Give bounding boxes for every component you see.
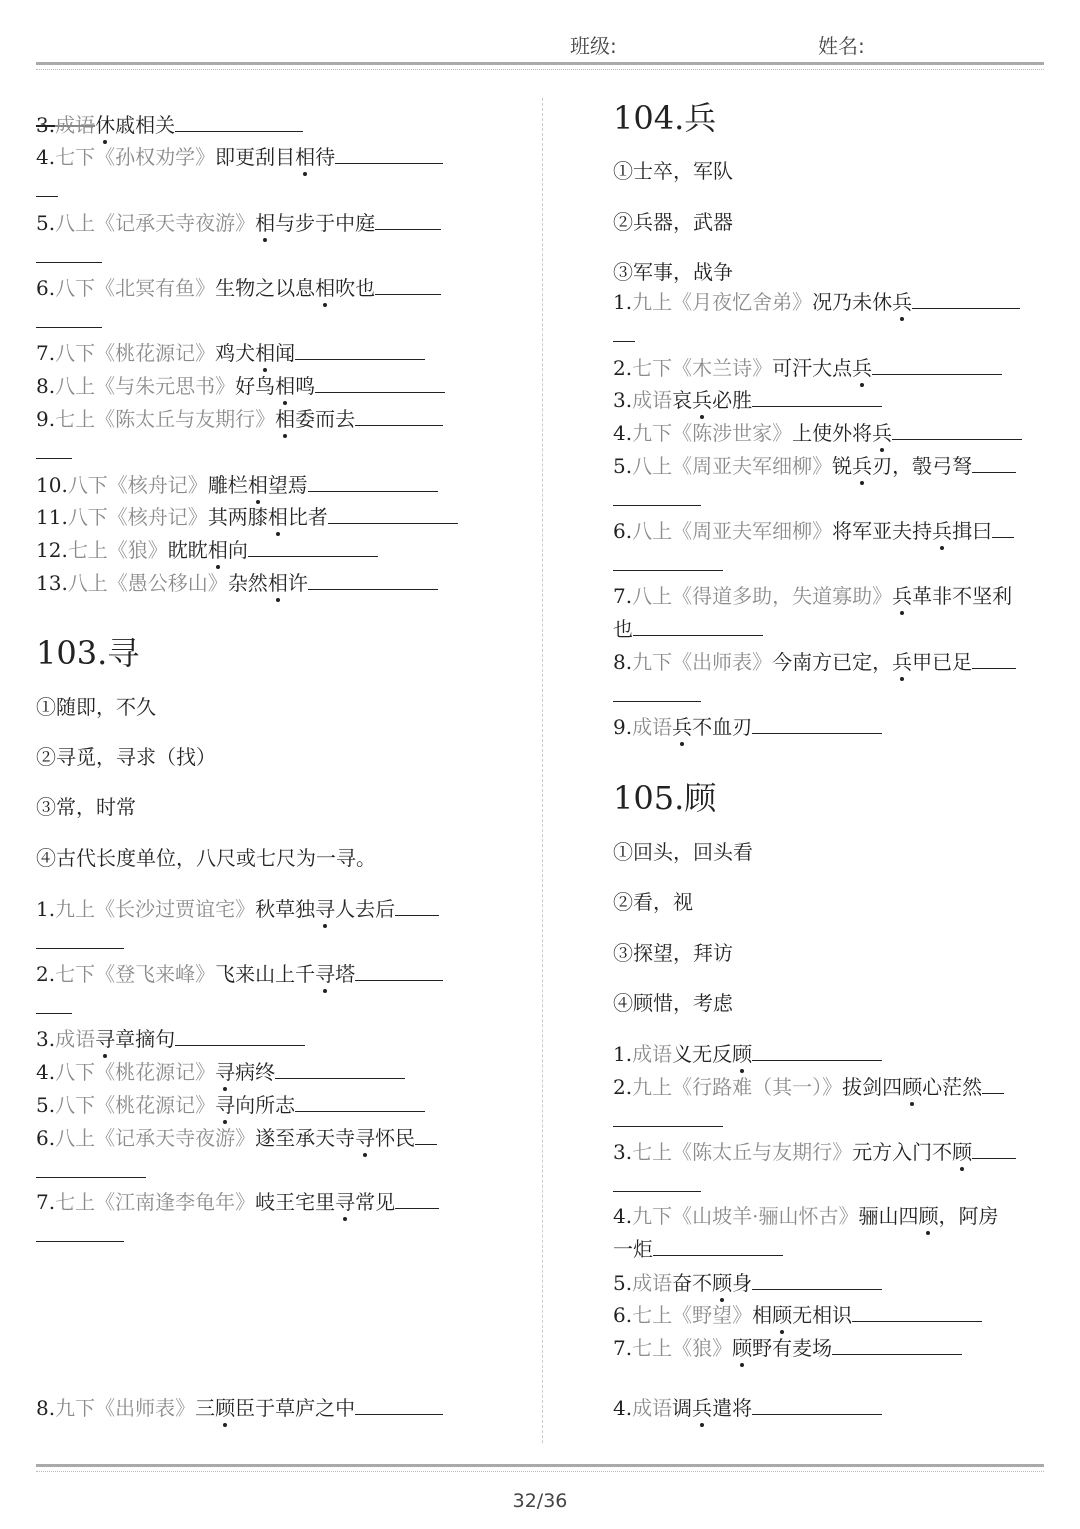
item-text-post: 比者	[287, 505, 328, 529]
answer-blank[interactable]	[355, 405, 443, 426]
item-source: 七上《狼》	[67, 538, 168, 562]
section-heading: 105.顾	[613, 779, 717, 817]
item-source: 成语	[55, 113, 96, 137]
item-target-char: 寻	[335, 1190, 356, 1214]
item-target-char: 顾	[952, 1140, 973, 1164]
answer-blank[interactable]	[36, 195, 58, 197]
item-text-post: 吹也	[335, 276, 376, 300]
exercise-item	[613, 1334, 962, 1361]
item-target-char: 相	[275, 407, 296, 431]
item-text-continued: 也	[613, 617, 633, 641]
item-number: 7.	[613, 584, 633, 608]
item-target-char: 寻	[215, 1060, 236, 1084]
exercise-item	[613, 452, 1016, 479]
item-text-post: 章摘句	[115, 1027, 176, 1051]
answer-blank[interactable]	[613, 1125, 723, 1127]
item-number: 2.	[613, 1075, 633, 1099]
item-target-char: 相	[315, 276, 336, 300]
answer-blank[interactable]	[972, 452, 1016, 473]
item-number: 8.	[36, 374, 56, 398]
item-target-char: 兵	[672, 715, 693, 739]
item-source: 八上《周亚夫军细柳》	[632, 519, 833, 543]
item-text-pre: 眈眈	[167, 538, 208, 562]
answer-blank[interactable]	[613, 504, 701, 506]
definition: ③军事，战争	[613, 260, 733, 284]
item-text-pre: 遂至承天寺	[255, 1126, 356, 1150]
item-target-char: 寻	[315, 897, 336, 921]
item-text-pre: 将军亚夫持	[832, 519, 933, 543]
item-text-post: 革非不坚利	[912, 584, 1013, 608]
item-text-post: 鸣	[295, 374, 316, 398]
item-number: 2.	[36, 962, 56, 986]
item-number: 11.	[36, 505, 68, 529]
item-text-pre: 骊山四	[858, 1204, 919, 1228]
item-source: 九上《月夜忆舍弟》	[632, 290, 813, 314]
definition: ②寻觅，寻求（找）	[36, 745, 216, 769]
item-text-pre: 好鸟	[235, 374, 276, 398]
item-text-pre: 哀	[672, 388, 693, 412]
exercise-item	[613, 1073, 1004, 1100]
item-source: 成语	[632, 1042, 673, 1066]
item-source: 九下《陈涉世家》	[632, 421, 793, 445]
item-source: 七下《登飞来峰》	[55, 962, 216, 986]
answer-blank[interactable]	[36, 326, 102, 328]
answer-blank[interactable]	[892, 419, 1022, 440]
item-number: 13.	[36, 571, 68, 595]
item-text-pre: 杂然	[227, 571, 268, 595]
answer-blank[interactable]	[248, 536, 378, 557]
answer-blank[interactable]	[633, 615, 763, 636]
item-source: 九下《出师表》	[632, 650, 773, 674]
item-target-char: 相	[247, 473, 268, 497]
answer-blank[interactable]	[613, 569, 723, 571]
item-source: 成语	[632, 1271, 673, 1295]
item-text-pre: 岐王宅里	[255, 1190, 336, 1214]
exercise-item	[613, 1138, 1016, 1165]
answer-blank[interactable]	[613, 340, 635, 342]
item-target-char: 相	[275, 374, 296, 398]
item-text-post: 望焉	[267, 473, 308, 497]
class-label: 班级:	[570, 34, 617, 58]
item-number: 5.	[613, 1271, 633, 1295]
answer-blank[interactable]	[992, 517, 1014, 538]
answer-blank[interactable]	[982, 1073, 1004, 1094]
item-text-post: 野有麦场	[752, 1336, 833, 1360]
item-source: 七上《狼》	[632, 1336, 733, 1360]
item-text-post: 待	[315, 145, 336, 169]
answer-blank[interactable]	[295, 1091, 425, 1112]
answer-blank[interactable]	[308, 569, 438, 590]
item-source: 八上《愚公移山》	[67, 571, 228, 595]
item-text-pre: 上使外将	[792, 421, 873, 445]
item-text-post: 戚相关	[115, 113, 176, 137]
answer-blank[interactable]	[335, 143, 443, 164]
item-number: 8.	[36, 1396, 56, 1420]
exercise-item	[613, 1301, 982, 1328]
definition: ④顾惜，考虑	[613, 991, 733, 1015]
item-number: 3.	[613, 388, 633, 412]
item-number: 6.	[613, 519, 633, 543]
exercise-item-continued	[613, 615, 763, 642]
item-target-char: 相	[255, 341, 276, 365]
exercise-item	[613, 386, 882, 413]
exercise-item	[36, 405, 443, 432]
exercise-item	[36, 339, 425, 366]
answer-blank[interactable]	[375, 274, 441, 295]
item-text-pre: 元方入门不	[852, 1140, 953, 1164]
exercise-item	[613, 1394, 882, 1421]
item-text-continued: 一炬	[613, 1237, 653, 1261]
item-text-pre: 生物之以息	[215, 276, 316, 300]
item-source: 七上《陈太丘与友期行》	[55, 407, 276, 431]
item-text-post: 与步于中庭	[275, 211, 376, 235]
item-number: 3.	[36, 1027, 56, 1051]
item-number: 5.	[36, 211, 56, 235]
column-divider	[542, 98, 543, 1443]
item-target-char: 相	[267, 571, 288, 595]
item-target-char: 顾	[918, 1204, 939, 1228]
definition: ④古代长度单位，八尺或七尺为一寻。	[36, 846, 376, 870]
definition: ③探望，拜访	[613, 941, 733, 965]
item-text-post: 臣于草庐之中	[235, 1396, 356, 1420]
exercise-item	[36, 503, 458, 530]
answer-blank[interactable]	[872, 354, 1002, 375]
item-target-char: 兵	[892, 290, 913, 314]
answer-blank[interactable]	[972, 1138, 1016, 1159]
item-text-pre: 今南方已定，	[772, 650, 893, 674]
item-source: 八下《北冥有鱼》	[55, 276, 216, 300]
item-number: 9.	[613, 715, 633, 739]
item-target-char: 兵	[872, 421, 893, 445]
exercise-item	[613, 713, 882, 740]
item-text-post: 遣将	[712, 1396, 753, 1420]
item-number: 5.	[613, 454, 633, 478]
item-source: 成语	[55, 1027, 96, 1051]
exercise-item	[36, 471, 438, 498]
item-target-char: 寻	[315, 962, 336, 986]
item-target-char: 寻	[355, 1126, 376, 1150]
item-text-pre: 即更刮目	[215, 145, 296, 169]
item-number: 4.	[36, 145, 56, 169]
item-target-char: 相	[267, 505, 288, 529]
item-number: 4.	[613, 1204, 633, 1228]
item-source: 八上《周亚夫军细柳》	[632, 454, 833, 478]
definition: ①随即，不久	[36, 695, 156, 719]
answer-blank[interactable]	[36, 261, 102, 263]
item-source: 九上《长沙过贾谊宅》	[55, 897, 256, 921]
item-number: 12.	[36, 538, 68, 562]
item-text-post: 刃，彀弓弩	[872, 454, 973, 478]
exercise-item	[36, 1025, 305, 1052]
footer-rule	[36, 1464, 1044, 1472]
item-number: 7.	[36, 341, 56, 365]
item-target-char: 相	[255, 211, 276, 235]
definition: ③常，时常	[36, 795, 136, 819]
item-target-char: 休	[95, 113, 116, 137]
answer-blank[interactable]	[275, 1058, 405, 1079]
item-text-post: 病终	[235, 1060, 276, 1084]
answer-blank[interactable]	[36, 947, 124, 949]
exercise-item	[613, 1040, 882, 1067]
answer-blank[interactable]	[315, 372, 445, 393]
item-text-post: 揖曰	[952, 519, 993, 543]
exercise-item	[36, 143, 443, 170]
definition: ①回头，回头看	[613, 840, 753, 864]
exercise-item	[36, 111, 303, 138]
answer-blank[interactable]	[752, 1394, 882, 1415]
answer-blank[interactable]	[415, 1124, 437, 1145]
answer-blank[interactable]	[852, 1301, 982, 1322]
item-source: 八下《桃花源记》	[55, 1093, 216, 1117]
item-target-char: 兵	[852, 356, 873, 380]
item-source: 七下《孙权劝学》	[55, 145, 216, 169]
item-target-char: 寻	[95, 1027, 116, 1051]
exercise-item	[36, 960, 443, 987]
answer-blank[interactable]	[175, 111, 303, 132]
item-text-pre: 飞来山上千	[215, 962, 316, 986]
item-number: 1.	[613, 1042, 633, 1066]
exercise-item	[36, 209, 441, 236]
exercise-item	[613, 517, 1014, 544]
item-text-pre: 秋草独	[255, 897, 316, 921]
definition: ②看，视	[613, 890, 693, 914]
item-text-post: 甲已足	[912, 650, 973, 674]
item-source: 九下《山坡羊·骊山怀古》	[632, 1204, 859, 1228]
answer-blank[interactable]	[295, 339, 425, 360]
item-text-post: 闻	[275, 341, 296, 365]
exercise-item	[36, 1091, 425, 1118]
page-number: 32/36	[512, 1490, 568, 1512]
answer-blank[interactable]	[36, 1240, 124, 1242]
item-text-pre: 奋不	[672, 1271, 713, 1295]
answer-blank[interactable]	[355, 960, 443, 981]
item-source: 八下《桃花源记》	[55, 341, 216, 365]
item-number: 6.	[613, 1303, 633, 1327]
item-text-post: 身	[732, 1271, 753, 1295]
item-source: 成语	[632, 388, 673, 412]
item-text-post: 必胜	[712, 388, 753, 412]
item-source: 成语	[632, 715, 673, 739]
answer-blank[interactable]	[613, 700, 701, 702]
answer-blank[interactable]	[912, 288, 1020, 309]
item-text-pre: 拔剑四	[842, 1075, 903, 1099]
exercise-item	[36, 274, 441, 301]
answer-blank[interactable]	[375, 209, 441, 230]
exercise-item	[613, 419, 1022, 446]
item-source: 七上《江南逢李龟年》	[55, 1190, 256, 1214]
exercise-item	[613, 1203, 998, 1229]
answer-blank[interactable]	[752, 386, 882, 407]
item-text-pre: 三	[195, 1396, 216, 1420]
item-number: 1.	[613, 290, 633, 314]
item-number: 8.	[613, 650, 633, 674]
answer-blank[interactable]	[175, 1025, 305, 1046]
item-number: 5.	[36, 1093, 56, 1117]
item-target-char: 顾	[215, 1396, 236, 1420]
item-target-char: 顾	[712, 1271, 733, 1295]
exercise-item	[36, 536, 378, 563]
item-target-char: 寻	[215, 1093, 236, 1117]
answer-blank[interactable]	[653, 1235, 783, 1256]
item-target-char: 兵	[692, 388, 713, 412]
item-text-post: 塔	[335, 962, 356, 986]
answer-blank[interactable]	[36, 457, 72, 459]
item-number: 7.	[613, 1336, 633, 1360]
item-target-char: 顾	[732, 1042, 753, 1066]
item-source: 八下《桃花源记》	[55, 1060, 216, 1084]
exercise-item	[36, 1188, 439, 1215]
item-number: 4.	[613, 1396, 633, 1420]
item-target-char: 相	[207, 538, 228, 562]
item-source: 八上《得道多助，失道寡助》	[632, 584, 893, 608]
header-rule	[36, 62, 1044, 70]
item-target-char: 兵	[932, 519, 953, 543]
item-text-pre: 义无反	[672, 1042, 733, 1066]
item-text-post: 怀民	[375, 1126, 416, 1150]
item-number: 7.	[36, 1190, 56, 1214]
exercise-item	[613, 354, 1002, 381]
answer-blank[interactable]	[752, 1269, 882, 1290]
answer-blank[interactable]	[972, 648, 1016, 669]
item-number: 6.	[36, 276, 56, 300]
answer-blank[interactable]	[752, 713, 882, 734]
answer-blank[interactable]	[613, 1190, 701, 1192]
item-target-char: 顾	[732, 1336, 753, 1360]
item-source: 八上《与朱元思书》	[55, 374, 236, 398]
exercise-item	[36, 569, 438, 596]
item-target-char: 顾	[902, 1075, 923, 1099]
answer-blank[interactable]	[832, 1334, 962, 1355]
answer-blank[interactable]	[36, 1012, 72, 1014]
item-number: 6.	[36, 1126, 56, 1150]
answer-blank[interactable]	[752, 1040, 882, 1061]
item-target-char: 兵	[692, 1396, 713, 1420]
definition: ②兵器，武器	[613, 210, 733, 234]
item-text-post: 人去后	[335, 897, 396, 921]
definition: ①士卒，军队	[613, 159, 733, 183]
item-number: 10.	[36, 473, 68, 497]
item-text-post: 心茫然	[922, 1075, 983, 1099]
item-source: 八上《记承天寺夜游》	[55, 1126, 256, 1150]
item-text-post: 向所志	[235, 1093, 296, 1117]
item-text-post: 委而去	[295, 407, 356, 431]
exercise-item	[613, 1269, 882, 1296]
exercise-item	[613, 288, 1020, 315]
exercise-item	[36, 1394, 443, 1421]
item-source: 九上《行路难（其一）》	[632, 1075, 843, 1099]
item-text-post: 常见	[355, 1190, 396, 1214]
item-text-pre: 可汗大点	[772, 356, 853, 380]
item-number: 9.	[36, 407, 56, 431]
section-heading: 103.寻	[36, 634, 140, 672]
exercise-item	[613, 648, 1016, 675]
exercise-item	[36, 372, 445, 399]
item-target-char: 兵	[892, 584, 913, 608]
item-target-char: 相	[295, 145, 316, 169]
item-number: 4.	[36, 1060, 56, 1084]
section-heading: 104.兵	[613, 99, 717, 137]
answer-blank[interactable]	[308, 471, 438, 492]
exercise-item	[36, 1058, 405, 1085]
item-text-post: 不血刃	[692, 715, 753, 739]
answer-blank[interactable]	[395, 895, 439, 916]
exercise-item	[36, 1124, 437, 1151]
item-target-char: 顾	[772, 1303, 793, 1327]
exercise-item	[613, 583, 1012, 609]
item-source: 七上《野望》	[632, 1303, 753, 1327]
item-number: 3.	[613, 1140, 633, 1164]
item-text-pre: 鸡犬	[215, 341, 256, 365]
item-source: 八下《核舟记》	[67, 505, 208, 529]
answer-blank[interactable]	[395, 1188, 439, 1209]
exercise-item-continued	[613, 1235, 783, 1262]
item-text-post: 向	[227, 538, 248, 562]
name-label: 姓名:	[818, 34, 865, 58]
item-text-pre: 调	[672, 1396, 693, 1420]
item-text-pre: 锐	[832, 454, 853, 478]
item-source: 成语	[632, 1396, 673, 1420]
exercise-item	[36, 895, 439, 922]
item-number: 3.	[36, 113, 56, 137]
item-target-char: 兵	[892, 650, 913, 674]
item-text-pre: 况乃未休	[812, 290, 893, 314]
item-text-post: ，阿房	[938, 1204, 999, 1228]
item-text-post: 无相识	[792, 1303, 853, 1327]
answer-blank[interactable]	[36, 1176, 146, 1178]
item-target-char: 兵	[852, 454, 873, 478]
item-source: 七下《木兰诗》	[632, 356, 773, 380]
item-text-pre: 雕栏	[207, 473, 248, 497]
answer-blank[interactable]	[355, 1394, 443, 1415]
item-text-post: 许	[287, 571, 308, 595]
item-text-pre: 其两膝	[207, 505, 268, 529]
answer-blank[interactable]	[328, 503, 458, 524]
item-source: 七上《陈太丘与友期行》	[632, 1140, 853, 1164]
item-number: 1.	[36, 897, 56, 921]
item-source: 八上《记承天寺夜游》	[55, 211, 256, 235]
item-number: 4.	[613, 421, 633, 445]
item-source: 九下《出师表》	[55, 1396, 196, 1420]
item-text-pre: 相	[752, 1303, 773, 1327]
item-number: 2.	[613, 356, 633, 380]
item-source: 八下《核舟记》	[67, 473, 208, 497]
